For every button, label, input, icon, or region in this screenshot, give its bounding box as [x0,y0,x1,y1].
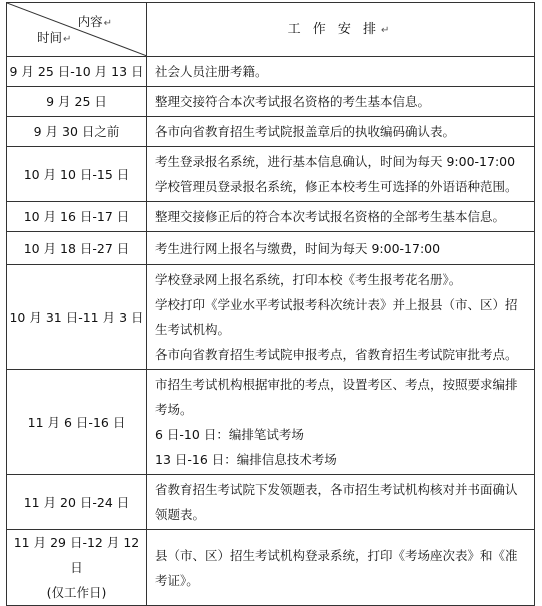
schedule-table [6,2,535,606]
time-text: 11 月 29 日-12 月 12 日 [13,535,140,575]
diagonal-line [7,3,146,56]
task-text: 学校登录网上报名系统，打印本校《考生报考花名册》。 [155,272,462,287]
task-text: 考生登录报名系统，进行基本信息确认，时间为每天 9:00-17:00 [155,154,516,169]
time-cell [7,475,147,530]
table-row [7,530,535,606]
time-text: 9 月 25 日 [46,94,107,109]
table-row [7,117,535,147]
header-content-label: 内容↵ [77,14,112,29]
table-row [7,87,535,117]
table-row [7,475,535,530]
task-text: 学校管理员登录报名系统，修正本校考生可选择的外语语种范围。 [155,179,518,194]
task-cell [147,147,535,202]
task-text: 考场。 [155,402,193,417]
table-row [7,232,535,265]
task-text: 各市向省教育招生考试院申报考点，省教育招生考试院审批考点。 [155,347,518,362]
task-text: 市招生考试机构根据审批的考点，设置考区、考点，按照要求编排 [155,377,518,392]
time-text: 9 月 25 日-10 月 13 日 [9,64,144,79]
task-cell [147,117,535,147]
task-text: 整理交接符合本次考试报名资格的考生基本信息。 [155,94,431,109]
time-text: 11 月 20 日-24 日 [23,494,130,510]
task-cell [147,57,535,87]
schedule-table-container [6,2,534,606]
task-cell [147,370,535,475]
task-cell [147,87,535,117]
task-cell [147,475,535,530]
time-text: (仅工作日) [46,585,107,600]
task-cell [147,265,535,370]
time-text: 10 月 31 日-11 月 3 日 [9,309,144,325]
header-row [7,3,535,57]
time-cell [7,117,147,147]
time-text: 10 月 16 日-17 日 [23,209,130,224]
time-text: 9 月 30 日之前 [33,124,120,139]
task-cell [147,232,535,265]
task-text: 领题表。 [155,507,206,522]
time-cell [7,87,147,117]
time-cell [7,202,147,232]
task-cell [147,202,535,232]
task-text: 考证》。 [155,572,199,588]
task-text: 省教育招生考试院下发领题表，各市招生考试机构核对并书面确认 [155,482,518,497]
task-cell [147,530,535,606]
task-text: 考生进行网上报名与缴费，时间为每天 9:00-17:00 [155,240,441,256]
header-diagonal-cell [7,3,147,57]
task-text: 县（市、区）招生考试机构登录系统，打印《考场座次表》和《准 [155,547,518,563]
time-cell [7,370,147,475]
table-row [7,147,535,202]
task-text: 整理交接修正后的符合本次考试报名资格的全部考生基本信息。 [155,209,506,224]
task-text: 6 日-10 日：编排笔试考场 [155,427,304,442]
table-row [7,265,535,370]
table-row [7,57,535,87]
time-text: 10 月 10 日-15 日 [23,166,130,182]
time-cell [7,147,147,202]
task-text: 各市向省教育招生考试院报盖章后的执收编码确认表。 [155,124,456,139]
header-time-label: 时间↵ [37,30,72,45]
time-cell [7,530,147,606]
header-work-label: 工 作 安 排↵ [147,3,535,57]
time-cell [7,57,147,87]
time-cell [7,232,147,265]
time-cell [7,265,147,370]
task-text: 生考试机构。 [155,322,231,337]
table-row [7,370,535,475]
time-text: 11 月 6 日-16 日 [27,414,126,430]
task-text: 社会人员注册考籍。 [155,64,268,79]
task-text: 学校打印《学业水平考试报考科次统计表》并上报县（市、区）招 [155,297,518,312]
task-text: 13 日-16 日：编排信息技术考场 [155,452,337,467]
time-text: 10 月 18 日-27 日 [23,240,130,256]
table-row [7,202,535,232]
